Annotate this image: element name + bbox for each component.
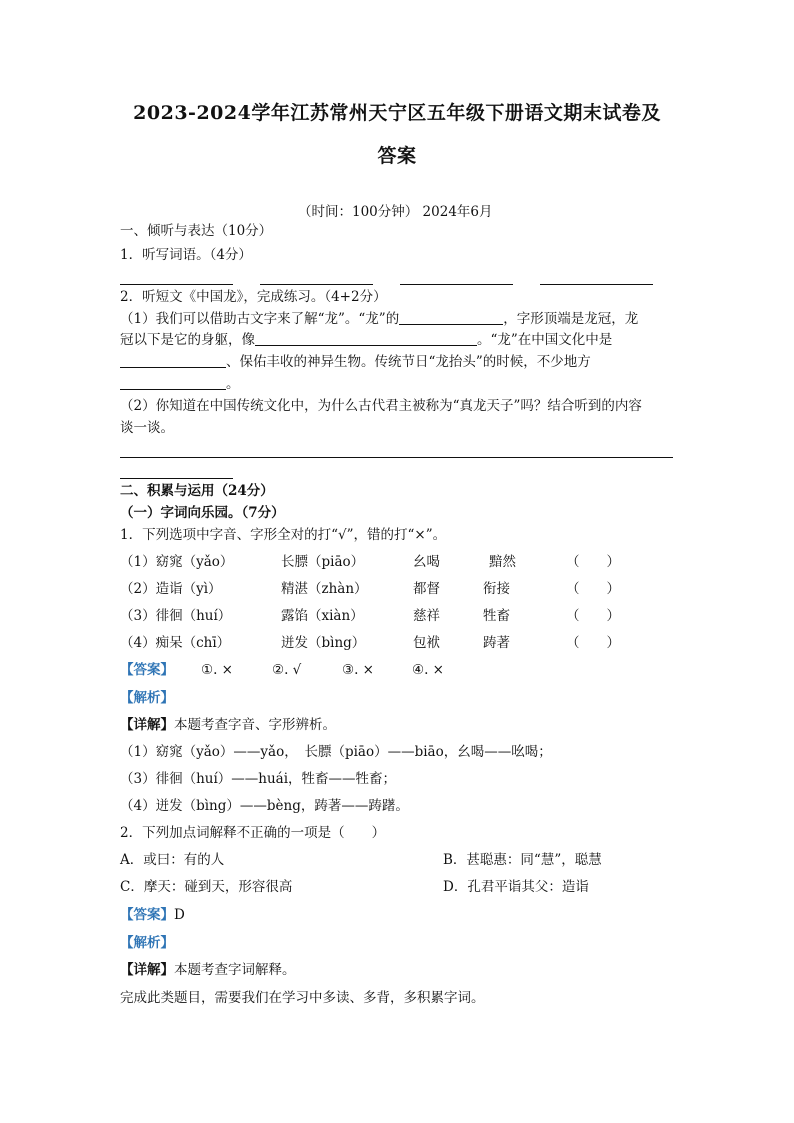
closing-note: 完成此类题目，需要我们在学习中多读、多背，多积累字词。 <box>120 990 485 1006</box>
answer-line[interactable] <box>120 478 233 479</box>
row1-word2: 长膘（piāo） <box>281 554 365 570</box>
row2-answer-bracket[interactable]: （ ） <box>566 581 620 597</box>
q2-1-text-b: ，字形顶端是龙冠，龙 <box>503 311 639 327</box>
detail-1 <box>120 716 336 734</box>
detail-text-2: 本题考查字词解释。 <box>174 962 296 978</box>
detail-2 <box>120 961 296 979</box>
q2-1-text-f: 。 <box>226 376 240 392</box>
analysis-label-2: 【解析】 <box>120 935 174 951</box>
document-title-line2: 答案 <box>377 145 417 167</box>
q2-1-line3 <box>120 353 591 371</box>
row3-word1: （3）徘徊（huí） <box>120 608 232 624</box>
row1-word3: 幺喝 <box>413 554 440 570</box>
row4-word1: （4）痴呆（chī） <box>120 635 231 651</box>
row1-answer-bracket[interactable]: （ ） <box>566 554 620 570</box>
q2-1-text-e: 、保佑丰收的神异生物。传统节日“龙抬头”的时候，不少地方 <box>226 354 591 370</box>
q2-2-line2: 谈一谈。 <box>120 420 174 436</box>
row3-word3: 慈祥 <box>413 608 440 624</box>
q2-1-text-c: 冠以下是它的身躯，像 <box>120 332 255 348</box>
answer-item-2: ②. √ <box>272 662 302 678</box>
row2-word1: （2）造诣（yì） <box>120 581 222 597</box>
section2-q1: 1．下列选项中字音、字形全对的打“√”，错的打“×”。 <box>120 527 447 543</box>
document-title-line1: 2023-2024学年江苏常州天宁区五年级下册语文期末试卷及 <box>133 102 661 124</box>
row4-word3: 包袱 <box>413 635 440 651</box>
fill-blank[interactable] <box>399 310 503 325</box>
analysis-label-1: 【解析】 <box>120 690 174 706</box>
section2-sub1: （一）字词向乐园。（7分） <box>120 505 285 521</box>
answer-label-2: 【答案】 <box>120 907 174 923</box>
row4-word2: 迸发（bìng） <box>281 635 366 651</box>
row3-word2: 露馅（xiàn） <box>281 608 364 624</box>
exam-meta: （时间：100分钟） 2024年6月 <box>298 204 493 220</box>
fill-blank[interactable] <box>120 353 226 368</box>
row4-word4: 踌著 <box>483 635 510 651</box>
dictation-blank-4[interactable] <box>540 284 653 285</box>
section2-q2: 2．下列加点词解释不正确的一项是（ ） <box>120 825 386 841</box>
dictation-blank-2[interactable] <box>260 284 373 285</box>
row2-word4: 衔接 <box>483 581 510 597</box>
section2-heading: 二、积累与运用（24分） <box>120 483 274 499</box>
answer-label-1: 【答案】 <box>120 662 174 678</box>
row2-word2: 精湛（zhàn） <box>281 581 368 597</box>
detail-label-1: 【详解】 <box>120 717 174 733</box>
answer-item-3: ③. × <box>342 662 374 678</box>
dictation-blank-3[interactable] <box>400 284 513 285</box>
option-c[interactable]: C．摩天：碰到天，形容很高 <box>120 879 293 895</box>
row1-word4: 黯然 <box>489 554 516 570</box>
row1-word1: （1）窈窕（yǎo） <box>120 554 234 570</box>
answer-value-2: D <box>174 907 185 923</box>
detail-text-1: 本题考查字音、字形辨析。 <box>174 717 336 733</box>
q2-1-text-a: （1）我们可以借助古文字来了解“龙”。“龙”的 <box>120 311 400 327</box>
q2-2-line1: （2）你知道在中国传统文化中，为什么古代君主被称为“真龙天子”吗？结合听到的内容 <box>120 398 642 414</box>
detail-1-line2: （3）徘徊（huí）——huái，牲畜——牲畜； <box>120 771 397 787</box>
row3-word4: 牲畜 <box>483 608 510 624</box>
fill-blank[interactable] <box>120 375 226 390</box>
option-d[interactable]: D．孔君平诣其父：造诣 <box>443 879 589 895</box>
detail-label-2: 【详解】 <box>120 962 174 978</box>
row4-answer-bracket[interactable]: （ ） <box>566 635 620 651</box>
fill-blank[interactable] <box>255 331 477 346</box>
answer-item-1: ①. × <box>201 662 233 678</box>
option-a[interactable]: A．或曰：有的人 <box>120 852 225 868</box>
row3-answer-bracket[interactable]: （ ） <box>566 608 620 624</box>
section1-heading: 一、倾听与表达（10分） <box>120 223 273 239</box>
detail-1-line1: （1）窈窕（yǎo）——yǎo， 长膘（piāo）——biāo，幺喝——吆喝； <box>120 744 552 760</box>
q2-1-line4 <box>120 375 240 393</box>
section1-q1: 1．听写词语。（4分） <box>120 247 252 263</box>
answer-2 <box>120 906 185 924</box>
q2-1-line2 <box>120 331 612 349</box>
dictation-blank-1[interactable] <box>120 284 233 285</box>
answer-line[interactable] <box>120 457 673 458</box>
q2-1-line1 <box>120 310 638 328</box>
option-b[interactable]: B．甚聪惠：同“慧”，聪慧 <box>443 852 602 868</box>
answer-item-4: ④. × <box>412 662 444 678</box>
row2-word3: 都督 <box>413 581 440 597</box>
detail-1-line3: （4）迸发（bìng）——bèng，踌著——踌躇。 <box>120 798 409 814</box>
q2-1-text-d: 。“龙”在中国文化中是 <box>477 332 613 348</box>
section1-q2: 2．听短文《中国龙》，完成练习。（4+2分） <box>120 289 387 305</box>
